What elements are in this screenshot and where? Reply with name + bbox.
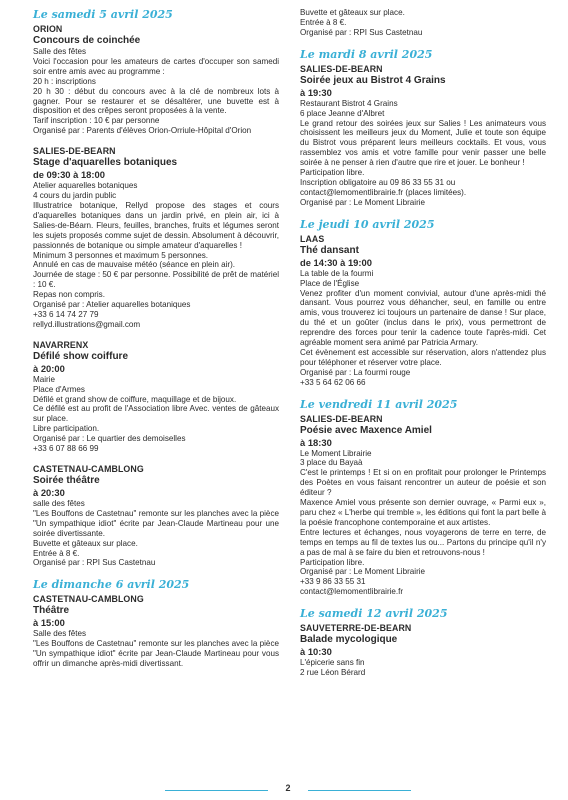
event-detail: "Les Bouffons de Castetnau" remonte sur les planches avec la pièce "Un sympathique idiot" écrite par Jean-Claude Martineau pour vous offrir un dimanche après-midi divertissant. (33, 639, 279, 669)
event-location: SALIES-DE-BEARN (300, 413, 383, 424)
event-detail: Organisé par : Le Moment Librairie (300, 197, 426, 207)
event-detail: Place d'Armes (33, 384, 85, 394)
event-title: Balade mycologique (300, 634, 398, 646)
event-time: à 10:30 (300, 646, 332, 658)
event-block (300, 623, 546, 678)
event-detail: Organisé par : Le quartier des demoiselles (33, 434, 186, 444)
event-block (33, 146, 279, 330)
event-time: à 18:30 (300, 436, 332, 448)
event-detail: Restaurant Bistrot 4 Grains (300, 98, 398, 108)
event-block (33, 464, 279, 568)
event-location: LAAS (300, 233, 325, 244)
event-detail: Maxence Amiel vous présente son dernier ouvrage, « Parmi eux », paru chez « L'herbe qui tremble », les éditions qui font la part belle à la poésie francophone contemporaine et aux artistes. (300, 498, 546, 527)
event-title: Stage d'aquarelles botaniques (33, 157, 178, 169)
event-title: Soirée jeux au Bistrot 4 Grains (300, 74, 446, 86)
event-block (300, 8, 546, 38)
event-block (300, 234, 546, 388)
event-detail: L'épicerie sans fin (300, 658, 365, 668)
event-detail: Défilé et grand show de coiffure, maquillage et de bijoux. (33, 394, 237, 404)
event-detail: Buvette et gâteaux sur place. (33, 538, 138, 548)
event-detail: Organisé par : Le Moment Librairie (300, 567, 426, 577)
event-detail: contact@lemomentlibrairie.fr (300, 587, 404, 597)
event-detail: Entrée à 8 €. (33, 548, 80, 558)
event-time: à 19:30 (300, 86, 332, 98)
event-detail: Participation libre. (300, 557, 365, 567)
event-detail: Organisé par : RPI Sus Castetnau (33, 558, 156, 568)
event-detail: Le grand retour des soirées jeux sur Salies ! Les animateurs vous choisissent les meilleurs jeux du Moment, Julie et toute son équipe du Bistrot vous préparent leurs meilleurs cocktails. Et vous, vous rassemblez vos amis et votre famille pour venir passer une belle soirée à ne penser à rien d'autre que rire et jouer. Le bonheur ! (300, 118, 546, 168)
event-detail: Organisé par : RPI Sus Castetnau (300, 27, 423, 37)
event-detail: 20 h : inscriptions (33, 76, 96, 86)
event-detail: 3 place du Bayaà (300, 458, 363, 468)
left-column (33, 8, 279, 679)
event-detail: 6 place Jeanne d'Albret (300, 108, 385, 118)
event-location: CASTETNAU-CAMBLONG (33, 594, 144, 605)
event-title: Soirée théâtre (33, 475, 100, 486)
event-detail: Entre lectures et échanges, nous voyagerons de terre en terre, de temps en temps au fil de textes lus ou... Partons du principe qu'il n'y a pas de mal à se faire du bien et retrouvons-nous ! (300, 527, 546, 557)
event-detail: Le Moment Librairie (300, 448, 372, 458)
footer-divider-right (308, 790, 411, 791)
event-title: Théâtre (33, 605, 70, 617)
event-location: SALIES-DE-BEARN (300, 63, 383, 74)
event-detail: Organisé par : La fourmi rouge (300, 367, 411, 377)
event-detail: Mairie (33, 374, 56, 384)
event-location: SALIES-DE-BEARN (33, 146, 116, 157)
event-detail: Salle des fêtes (33, 47, 87, 56)
event-detail: +33 6 07 88 66 99 (33, 444, 99, 454)
date-heading: Le dimanche 6 avril 2025 (33, 578, 190, 592)
event-detail: Organisé par : Atelier aquarelles botaniques (33, 300, 191, 310)
event-title: Concours de coinchée (33, 35, 141, 46)
event-detail: Journée de stage : 50 € par personne. Possibilité de prêt de matériel : 10 €. (33, 270, 279, 290)
event-detail: Voici l'occasion pour les amateurs de cartes d'occuper son samedi soir entre amis avec au programme : (33, 56, 279, 76)
event-detail: Tarif inscription : 10 € par personne (33, 116, 160, 126)
event-block (33, 340, 279, 454)
event-detail: Entrée à 8 €. (300, 17, 347, 27)
event-block (300, 64, 546, 208)
event-detail: Illustratrice botanique, Rellyd propose des stages et cours d'aquarelles botaniques dans un jardin privé, en plein air, ici à Salies-de-Béarn. Fleurs, feuilles, branches, fruits et légumes seront les sujets proposés comme sujet de dessin. Absolument à découvrir, passionnés de botanique ou simple amateur d'aquarelles ! (33, 200, 279, 250)
event-location: CASTETNAU-CAMBLONG (33, 464, 144, 474)
event-detail: Annulé en cas de mauvaise météo (séance en plein air). (33, 260, 236, 270)
date-heading: Le mardi 8 avril 2025 (300, 47, 433, 61)
event-detail: Place de l'Église (300, 278, 360, 288)
event-detail: +33 9 86 33 55 31 (300, 577, 366, 587)
event-time: à 15:00 (33, 617, 65, 629)
page-number: 2 (285, 783, 291, 793)
event-detail: Libre participation. (33, 424, 100, 434)
event-title: Thé dansant (300, 244, 359, 256)
event-detail: Cet évènement est accessible sur réservation, alors n'attendez plus pour téléphoner et réserver votre place. (300, 347, 546, 367)
event-detail: contact@lemomentlibrairie.fr (places limitées). (300, 187, 467, 197)
event-detail: Atelier aquarelles botaniques (33, 181, 138, 191)
event-block (300, 414, 546, 598)
event-detail: Minimum 3 personnes et maximum 5 personnes. (33, 250, 208, 260)
event-detail: +33 5 64 62 06 66 (300, 377, 366, 387)
event-block (33, 594, 279, 669)
event-detail: C'est le printemps ! Et si on en profitait pour prolonger le Printemps des Poètes en vous faisant rencontrer un auteur de poésie et son éditeur ? (300, 468, 546, 498)
event-detail: Buvette et gâteaux sur place. (300, 8, 405, 17)
date-heading: Le samedi 5 avril 2025 (33, 8, 173, 21)
event-detail: Salle des fêtes (33, 629, 87, 639)
event-detail: Ce défilé est au profit de l'Association libre Avec. ventes de gâteaux sur place. (33, 404, 279, 424)
event-time: de 14:30 à 19:00 (300, 256, 372, 268)
date-heading: Le samedi 12 avril 2025 (300, 607, 448, 621)
event-time: à 20:30 (33, 487, 65, 498)
event-title: Défilé show coiffure (33, 350, 129, 362)
event-location: NAVARRENX (33, 339, 89, 350)
event-detail: Venez profiter d'un moment convivial, autour d'une après-midi thé dansant. Vous pourrez vous déhancher, seul, en famille ou entre amis, vous trouverez ici toujours un partenaire de danse ! Sur place, du thé et un goûter (inclus dans le prix), vous permettront de reprendre des forces pour tenir la cadence toute l'après-midi. Cet agréable moment sera animé par Patricia Armary. (300, 288, 546, 348)
event-detail: 2 rue Léon Bérard (300, 668, 366, 678)
date-heading: Le jeudi 10 avril 2025 (300, 217, 435, 231)
page-footer (0, 783, 568, 797)
event-detail: La table de la fourmi (300, 268, 374, 278)
event-detail: 4 cours du jardin public (33, 191, 117, 201)
footer-divider-left (165, 790, 268, 791)
event-detail: salle des fêtes (33, 499, 85, 508)
event-detail: Organisé par : Parents d'élèves Orion-Orriule-Hôpital d'Orion (33, 126, 252, 136)
event-detail: +33 6 14 74 27 79 (33, 309, 99, 319)
event-time: de 09:30 à 18:00 (33, 169, 105, 181)
date-heading: Le vendredi 11 avril 2025 (300, 397, 458, 411)
event-detail: Participation libre. (300, 168, 365, 178)
event-detail: rellyd.illustrations@gmail.com (33, 319, 141, 329)
right-column (300, 8, 546, 688)
event-location: SAUVETERRE-DE-BEARN (300, 623, 412, 634)
event-detail: Inscription obligatoire au 09 86 33 55 31 ou (300, 177, 456, 187)
event-block (33, 24, 279, 136)
event-detail: 20 h 30 : début du concours avec à la clé de nombreux lots à gagner. Pour se restaurer et se désaltérer, une buvette est à disposition et des crêpes seront proposées à la vente. (33, 86, 279, 116)
event-detail: "Les Bouffons de Castetnau" remonte sur les planches avec la pièce "Un sympathique idiot" écrite par Jean-Claude Martineau pour une soirée divertissante. (33, 508, 279, 538)
event-title: Poésie avec Maxence Amiel (300, 424, 432, 436)
event-location: ORION (33, 24, 63, 34)
event-detail: Repas non compris. (33, 290, 105, 300)
event-time: à 20:00 (33, 362, 65, 374)
